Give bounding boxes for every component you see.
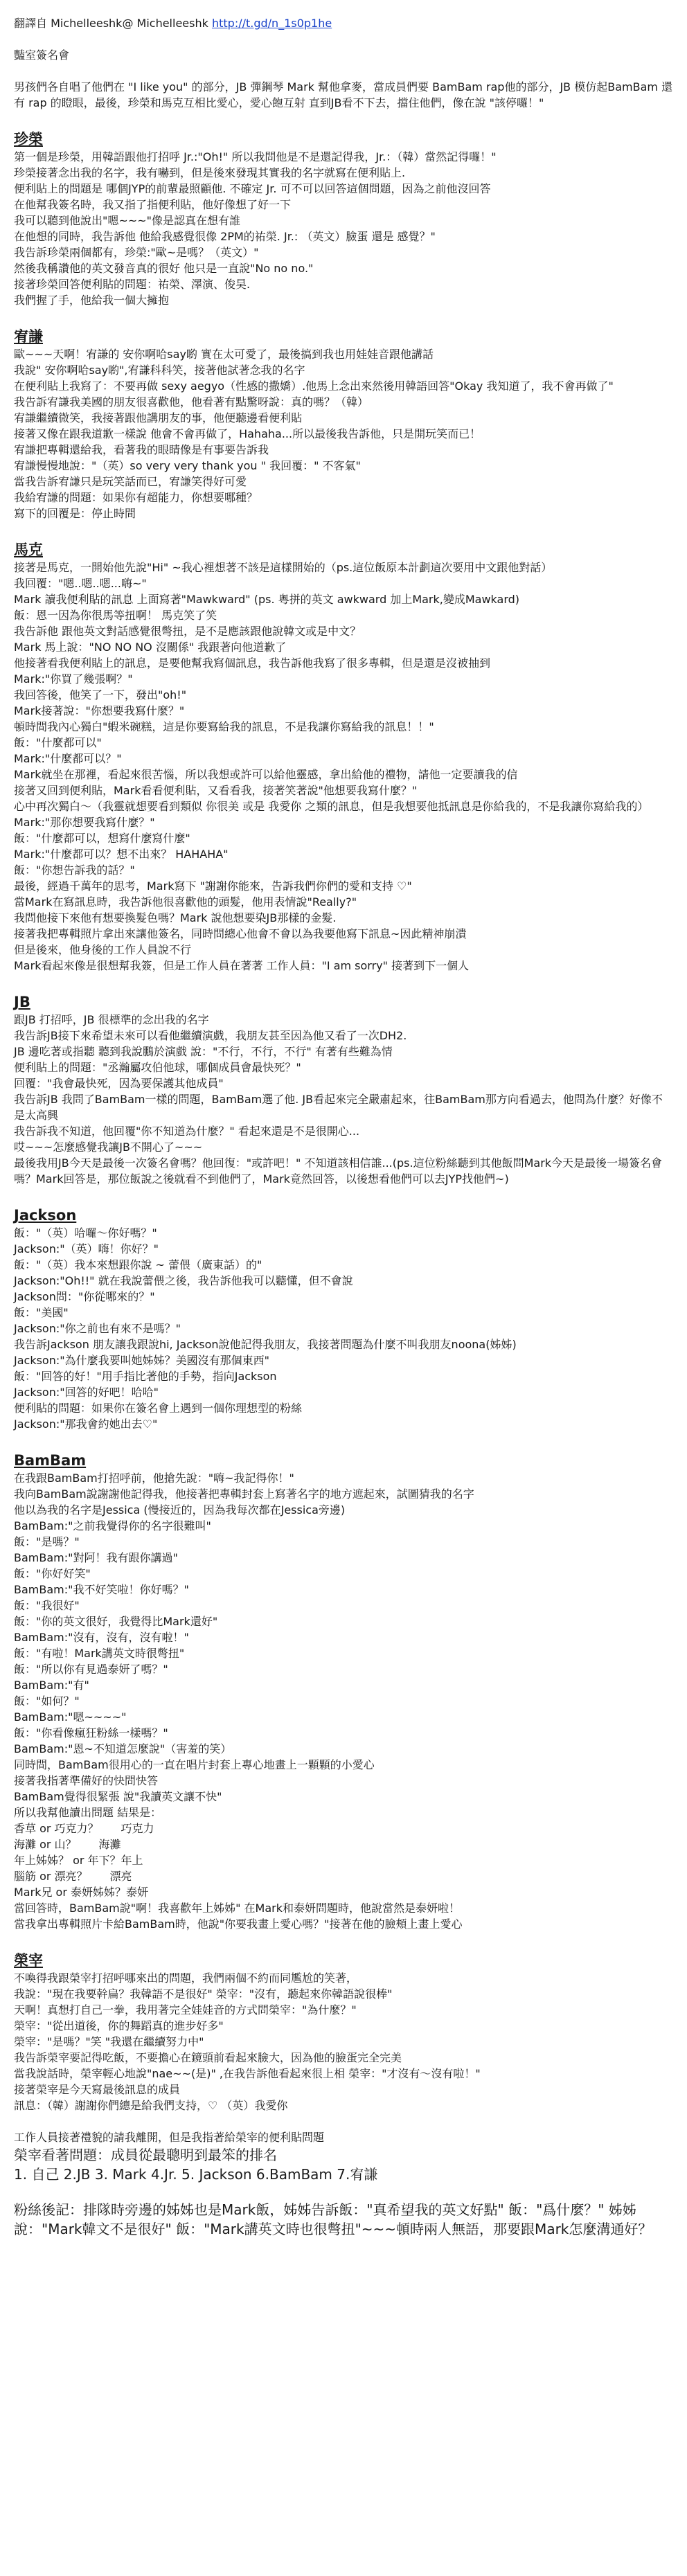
- section-line: 我給宥謙的問題：如果你有超能力，你想要哪種？: [14, 491, 258, 504]
- section-line: Mark就坐在那裡，看起來很苦惱，所以我想或許可以給他靈感，拿出給他的禮物，請他一定要讀我的信: [14, 768, 518, 781]
- section-line: 我告訴Jackson 朋友讓我跟說hi, Jackson說他記得我朋友，我接著問題為什麼不叫我朋友noona(姊姊): [14, 1338, 517, 1351]
- section-line: 然後我稱讚他的英文發音真的很好 他只是一直說"No no no.": [14, 262, 314, 275]
- section-line: 飯："有啦！Mark講英文時很彆扭": [14, 1647, 185, 1660]
- section-line: Mark:"什麼都可以？": [14, 752, 122, 765]
- spacer: [14, 1432, 673, 1448]
- section-line: Mark 讀我便利貼的訊息 上面寫著"Mawkward" (ps. 粵拼的英文 awkward 加上Mark,變成Mawkard): [14, 593, 520, 606]
- section-line: Jackson:"為什麼我要叫她姊姊？美國沒有那個東西": [14, 1354, 269, 1367]
- section-line: BamBam:"我不好笑啦！你好嗎？": [14, 1583, 189, 1596]
- section-line: 我告訴他 跟他英文對話感覺很彆扭，是不是應該跟他說韓文或是中文？: [14, 625, 362, 638]
- section-line: 第一個是珍榮，用韓語跟他打招呼 Jr.:"Oh!" 所以我問他是不是還記得我，Jr.：（韓）當然記得囉！": [14, 150, 497, 163]
- document-page: [14, 0, 673, 2239]
- closing-line: 榮宰看著問題：成員從最聰明到最笨的排名: [14, 2147, 277, 2163]
- section-line: 飯："什麼都可以": [14, 736, 102, 749]
- section-line: 珍榮接著念出我的名字，我有嚇到，但是後來發現其實我的名字就寫在便利貼上.: [14, 166, 406, 179]
- section-line: 他接著看我便利貼上的訊息，是要他幫我寫個訊息，我告訴他我寫了很多專輯，但是還是沒被抽到: [14, 656, 491, 670]
- section-line: 飯："如何？": [14, 1694, 80, 1708]
- spacer: [14, 974, 673, 990]
- section-line: 頓時間我內心獨白"蝦米碗糕，這是你要寫給我的訊息，不是我讓你寫給我的訊息！！": [14, 720, 434, 733]
- section-line: 飯："（英）我本來想跟你說 ~ 蕾偎（廣東話）的": [14, 1258, 262, 1271]
- section-line: 榮宰："是嗎？"笑 "我還在繼續努力中": [14, 2035, 204, 2048]
- section-line: 我告訴JB接下來希望未來可以看他繼續演戲，我朋友甚至因為他又看了一次DH2.: [14, 1029, 407, 1042]
- section-line: Mark:"你買了幾張啊？": [14, 672, 133, 686]
- section-line: 我向BamBam說謝謝他記得我，他接著把專輯封套上寫著名字的地方遮起來，試圖猜我的名字: [14, 1487, 474, 1501]
- section-line: Jackson:"回答的好吧！哈哈": [14, 1386, 159, 1399]
- section-line: Mark:"什麼都可以？想不出來？ HAHAHA": [14, 848, 229, 861]
- section-line: Jackson:"Oh!!" 就在我說蕾偎之後，我告訴他我可以聽懂，但不會說: [14, 1274, 353, 1287]
- section-line: 飯："（英）哈囉～你好嗎？": [14, 1226, 157, 1240]
- member-sections: [14, 129, 673, 2129]
- section-line: 當我拿出專輯照片卡給BamBam時，他說"你要我畫上愛心嗎？"接著在他的臉頰上畫上愛心: [14, 1917, 463, 1931]
- section-line: BamBam:"嗯~~~~": [14, 1710, 127, 1724]
- section-line: 跟JB 打招呼，JB 很標準的念出我的名字: [14, 1013, 209, 1026]
- section-line: 最後我用JB今天是最後一次簽名會嗎？他回復："或許吧！" 不知道該相信誰...(ps.這位粉絲聽到其他飯問Mark今天是最後一場簽名會嗎？Mark回答是，那位飯說之後就看不到他們了，Mark竟然回答，以後想看他們可以去JYP找他們~): [14, 1156, 663, 1186]
- section-line: 接著是馬克，一開始他先說"Hi" ~我心裡想著不該是這樣開始的（ps.這位飯原本計劃這次要用中文跟他對話）: [14, 561, 553, 574]
- section-line: 當回答時，BamBam說"啊！我喜歡年上姊姊" 在Mark和泰妍問題時，他說當然是泰妍啦！: [14, 1902, 460, 1915]
- section-heading: JB: [14, 994, 30, 1010]
- section-line: 所以我幫他讀出問題 結果是：: [14, 1806, 162, 1819]
- section-line: BamBam:"恩~不知道怎麼說"（害羞的笑）: [14, 1742, 232, 1755]
- section-line: 我告訴我不知道，他回覆"你不知道為什麼？" 看起來還是不是很開心...: [14, 1125, 360, 1138]
- section-line: 香草 or 巧克力？ 巧克力: [14, 1822, 154, 1835]
- section-line: 飯："你的英文很好，我覺得比Mark還好": [14, 1615, 218, 1628]
- event-title: 豔室簽名會: [14, 48, 70, 62]
- section-line: 我說" 安你啊哈say喲",宥謙科科笑，接著他試著念我的名字: [14, 364, 305, 377]
- section-line: 我告訴宥謙我美國的朋友很喜歡他，他看著有點驚呀說：真的嗎？（韓）: [14, 395, 369, 409]
- spacer: [14, 1187, 673, 1203]
- section-line: 腦筋 or 漂亮？ 漂亮: [14, 1870, 132, 1883]
- section-line: 在他想的同時，我告訴他 他給我感覺很像 2PM的祐榮. Jr.: （英文）臉蛋 還是 感覺？": [14, 230, 436, 243]
- section-line: 飯："我很好": [14, 1599, 80, 1612]
- section-line: 心中再次獨白～（我靈就想要看到類似 你很美 或是 我愛你 之類的訊息，但是我想要他抵訊息是你給我的，不是我讓你寫給我的）: [14, 800, 649, 813]
- closing-line: 工作人員接著禮貌的請我離開，但是我指著給榮宰的便利貼問題: [14, 2131, 325, 2144]
- section-line: 寫下的回覆是：停止時間: [14, 507, 136, 520]
- section-line: Mark:"那你想要我寫什麼？": [14, 816, 155, 829]
- section-line: 我告訴榮宰要記得吃飯，不要擔心在鏡頭前看起來臉大，因為他的臉蛋完全完美: [14, 2051, 402, 2064]
- section-line: 便利貼上的問題："丞瀚屬攻伯他球，哪個成員會最快死？": [14, 1061, 301, 1074]
- section-line: Mark接著說："你想要我寫什麼？": [14, 704, 185, 717]
- section-line: 當我告訴宥謙只是玩笑話而已，宥謙笑得好可愛: [14, 475, 247, 488]
- section-heading: 宥謙: [14, 328, 43, 345]
- section-line: 我回覆："嗯..嗯..嗯...嗨~": [14, 577, 147, 590]
- section-line: BamBam:"沒有，沒有，沒有啦！": [14, 1631, 189, 1644]
- section-line: Mark看起來像是很想幫我簽，但是工作人員在著著 工作人員："I am sorry" 接著到下一個人: [14, 959, 470, 972]
- spacer: [14, 111, 673, 127]
- section-line: 在我跟BamBam打招呼前，他搶先說："嗨~我記得你！": [14, 1472, 294, 1485]
- section-line: 接著珍榮回答便利貼的問題：祐榮、澤演、俊昊.: [14, 278, 251, 291]
- section-line: 接著我把專輯照片拿出來讓他簽名，同時問總心他會不會以為我要他寫下訊息~因此精神崩潰: [14, 927, 467, 940]
- section-line: 飯："你好好笑": [14, 1567, 91, 1580]
- section-line: 宥謙繼續微笑，我接著跟他講朋友的事，他便聽邊看便利貼: [14, 411, 303, 424]
- section-line: 回覆："我會最快死，因為要保護其他成員": [14, 1077, 224, 1090]
- section-line: BamBam:"之前我覺得你的名字很難叫": [14, 1519, 211, 1532]
- section-line: Jackson問："你從哪來的？": [14, 1290, 155, 1303]
- section-line: 但是後來，他身後的工作人員說不行: [14, 943, 192, 956]
- section-line: BamBam覺得很緊張 說"我讀英文讓不快": [14, 1790, 222, 1803]
- section-line: 同時間，BamBam很用心的一直在唱片封套上專心地畫上一顆顆的小愛心: [14, 1758, 375, 1771]
- section-line: JB 邊吃著或指聽 聽到我說鵬於演戲 說："不行，不行，不行" 有著有些難為情: [14, 1045, 393, 1058]
- section-line: 飯："什麼都可以，想寫什麼寫什麼": [14, 832, 190, 845]
- intro-paragraph: 男孩們各自唱了他們在 "I like you" 的部分，JB 彈鋼琴 Mark 幫他拿麥，當成員們要 BamBam rap他的部分，JB 模仿起BamBam 還有 rap 的瞪眼，最後，珍榮和馬克互相比愛心，愛心飽互射 直到JB看不下去，擋住他們，像在說 "該停囉！": [14, 80, 673, 109]
- spacer: [14, 1932, 673, 1948]
- spacer: [14, 2113, 673, 2129]
- section-line: 宥謙慢慢地說："（英）so very very thank you " 我回覆：" 不客氣": [14, 459, 361, 472]
- section-line: 年上姊姊？ or 年下？年上: [14, 1854, 143, 1867]
- section-line: 飯："所以你有見過泰妍了嗎？": [14, 1663, 168, 1676]
- section-heading: 馬克: [14, 542, 43, 558]
- section-line: 宥謙把專輯還給我，看著我的眼睛像是有事要告訴我: [14, 443, 269, 456]
- section-line: BamBam:"有": [14, 1679, 89, 1692]
- source-link[interactable]: http://t.gd/n_1s0p1he: [211, 17, 332, 30]
- section-line: Jackson:"那我會約她出去♡": [14, 1417, 158, 1431]
- section-line: 我可以聽到他說出"嗯~~~"像是認真在想有誰: [14, 214, 240, 227]
- section-line: 在他幫我簽名時，我又指了指便利貼，他好像想了好一下: [14, 198, 292, 211]
- section-heading: Jackson: [14, 1207, 77, 1224]
- section-line: 哎~~~怎麼感覺我讓JB不開心了~~~: [14, 1141, 203, 1154]
- spacer: [14, 2184, 673, 2200]
- section-line: 我們握了手，他給我一個大擁抱: [14, 294, 170, 307]
- section-line: 飯："美國": [14, 1306, 69, 1319]
- section-line: 接著我指著準備好的快問快答: [14, 1774, 159, 1787]
- section-line: Mark兄 or 泰妍姊姊？泰妍: [14, 1886, 148, 1899]
- section-line: 我告訴珍榮兩個都有，珍榮:"歐~是嗎？（英文）": [14, 246, 259, 259]
- closing-line: 1. 自己 2.JB 3. Mark 4.Jr. 5. Jackson 6.BamBam 7.宥謙: [14, 2166, 378, 2183]
- section-line: 訊息：（韓）謝謝你們總是給我們支持，♡ （英）我愛你: [14, 2099, 288, 2112]
- section-line: 飯："你看像瘋狂粉絲一樣嗎？": [14, 1726, 168, 1739]
- closing-block: [14, 2129, 673, 2184]
- section-line: 我回答後，他笑了一下，發出"oh!": [14, 688, 187, 701]
- credit-line: [14, 15, 673, 31]
- fan-postscript: [14, 2200, 673, 2239]
- section-line: Mark 馬上說："NO NO NO 沒關係" 我跟著向他道歉了: [14, 641, 287, 654]
- section-line: 接著又像在跟我道歉一樣說 他會不會再做了，Hahaha...所以最後我告訴他，只是開玩笑而已！: [14, 427, 481, 440]
- spacer: [14, 63, 673, 79]
- section-line: 歐~~~天啊！宥謙的 安你啊哈say喲 實在太可愛了，最後搞到我也用娃娃音跟他講話: [14, 348, 434, 361]
- spacer: [14, 521, 673, 537]
- section-line: 最後，經過千萬年的思考，Mark寫下 "謝謝你能來，告訴我們你們的愛和支持 ♡": [14, 879, 412, 893]
- section-line: 天啊！真想打自己一拳，我用著完全娃娃音的方式問榮宰："為什麼？": [14, 2003, 357, 2016]
- section-line: 我說："現在我要幹扁？我韓語不是很好" 榮宰："沒有，聽起來你韓語說很棒": [14, 1987, 393, 2001]
- section-line: 海灘 or 山？ 海灘: [14, 1838, 121, 1851]
- section-line: 接著又回到便利貼，Mark看看便利貼，又看看我，接著笑著說"他想要我寫什麼？": [14, 784, 418, 797]
- section-line: BamBam:"對阿！我有跟你講過": [14, 1551, 178, 1564]
- section-line: 榮宰："從出道後，你的舞蹈真的進步好多": [14, 2019, 224, 2032]
- section-heading: BamBam: [14, 1452, 87, 1469]
- section-heading: 珍榮: [14, 131, 43, 147]
- spacer: [14, 31, 673, 47]
- section-line: 當我說話時，榮宰輕心地說"nae~~(是)" ,在我告訴他看起來很上相 榮宰："才沒有～沒有啦！": [14, 2067, 481, 2080]
- section-line: 我告訴JB 我問了BamBam一樣的問題，BamBam選了他. JB看起來完全嚴肅起來，往BamBam那方向看過去，他問為什麼？好像不是太高興: [14, 1093, 663, 1122]
- section-line: 飯："你想告訴我的話？": [14, 864, 135, 877]
- section-line: 當Mark在寫訊息時，我告訴他很喜歡他的頭髮，他用表情說"Really?": [14, 895, 357, 909]
- section-line: Jackson:"（英）嗨！你好？": [14, 1242, 159, 1255]
- section-line: 他以為我的名字是Jessica (慢接近的，因為我每次都在Jessica旁邊): [14, 1503, 346, 1517]
- section-line: 飯：恩一因為你很馬等扭啊！ 馬克笑了笑: [14, 609, 217, 622]
- section-line: Jackson:"你之前也有來不是嗎？": [14, 1322, 181, 1335]
- section-line: 飯："是嗎？": [14, 1535, 80, 1548]
- section-line: 便利貼上的問題是 哪個JYP的前輩最照顧他. 不確定 Jr. 可不可以回答這個問題，因為之前他沒回答: [14, 182, 491, 195]
- section-line: 我問他接下來他有想要換髮色嗎？Mark 說他想要染JB那樣的金髮.: [14, 911, 337, 924]
- spacer: [14, 308, 673, 324]
- postscript-line: 粉絲後記：排隊時旁邊的姊姊也是Mark飯，姊姊告訴飯："真希望我的英文好點" 飯："爲什麼？" 姊姊說："Mark韓文不是很好" 飯："Mark講英文時也很彆扭"~~~頓時兩人無語，那要跟Mark怎麼溝通好？: [14, 2201, 652, 2237]
- section-line: 接著榮宰是今天寫最後訊息的成員: [14, 2083, 181, 2096]
- section-line: 飯："回答的好！"用手指比著他的手勢，指向Jackson: [14, 1370, 277, 1383]
- section-line: 便利貼的問題：如果你在簽名會上遇到一個你理想型的粉絲: [14, 1402, 303, 1415]
- section-heading: 榮宰: [14, 1952, 43, 1969]
- credit-prefix: 翻譯自 Michelleeshk@ Michelleeshk: [14, 17, 212, 30]
- section-line: 在便利貼上我寫了：不要再做 sexy aegyo（性感的撒嬌）.他馬上念出來然後用韓語回答"Okay 我知道了，我不會再做了": [14, 379, 614, 393]
- section-line: 不喚得我跟榮宰打招呼哪來出的問題，我們兩個不約而同尷尬的笑著，: [14, 1971, 358, 1985]
